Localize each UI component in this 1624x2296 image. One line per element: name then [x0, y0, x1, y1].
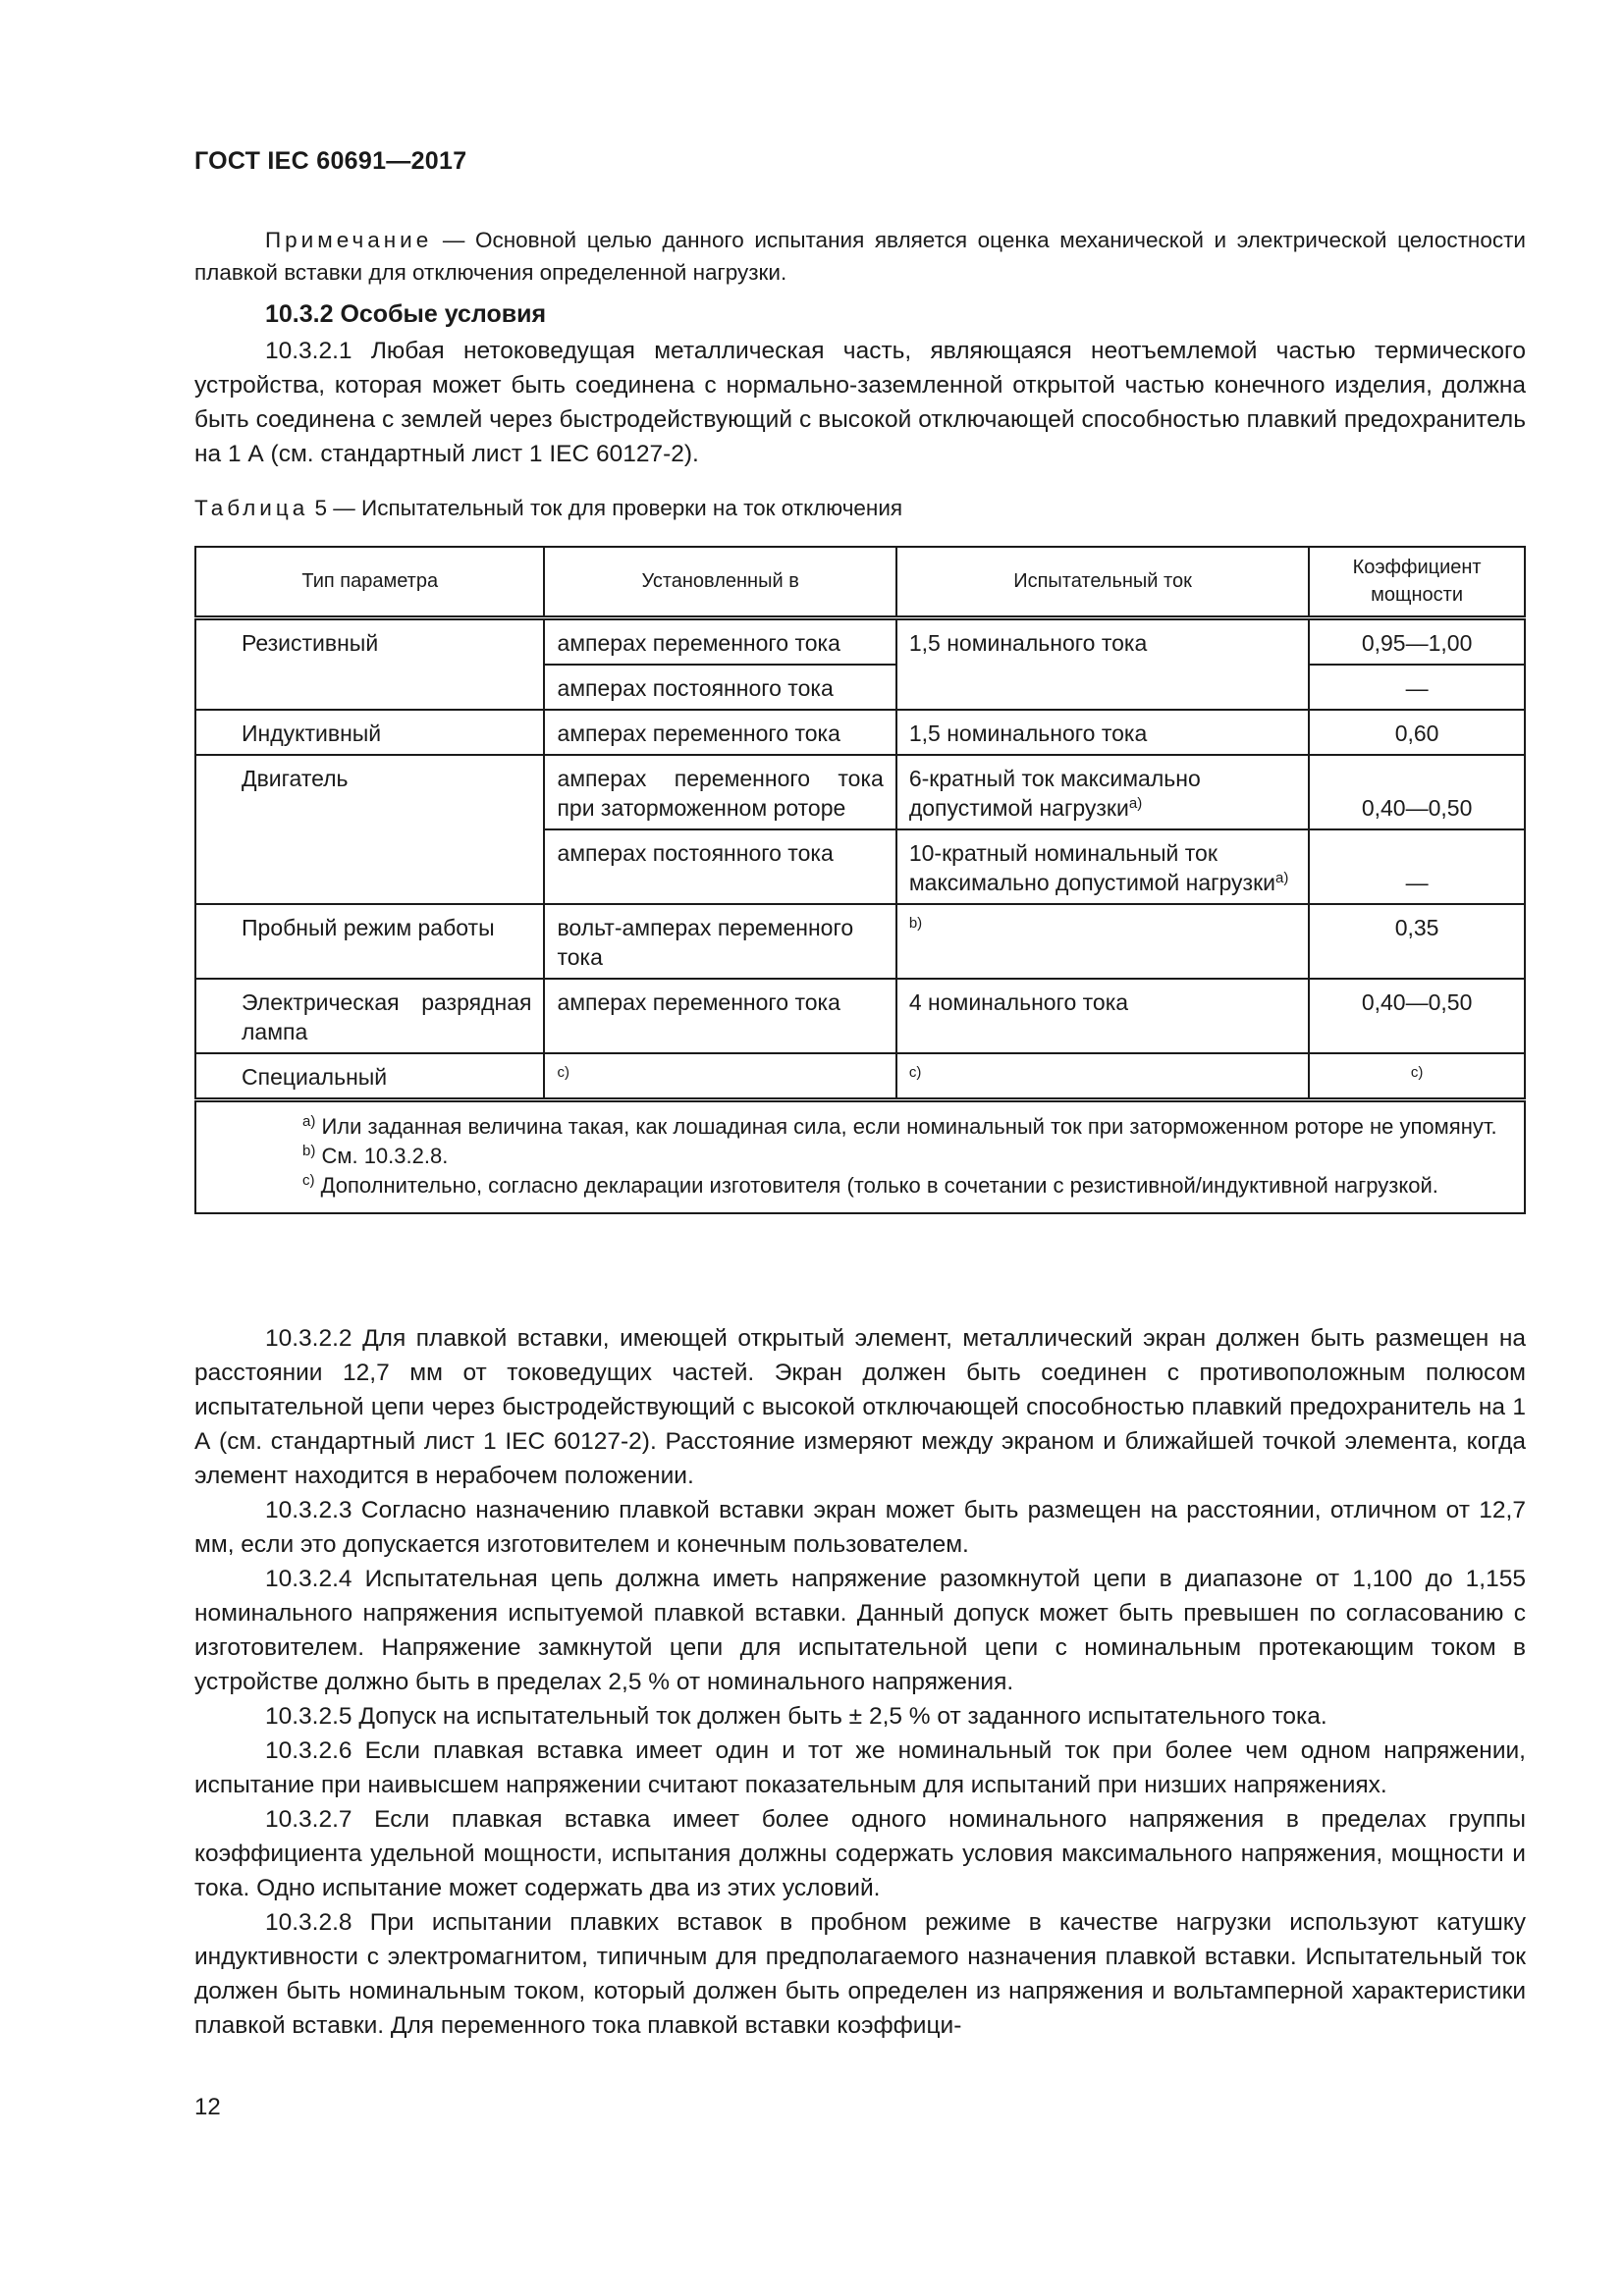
cell-unit — [544, 1053, 895, 1100]
table-row — [195, 979, 1525, 1053]
note-text: — Основной целью данного испытания является оценка механической и электрической целостности плавкой вставки для отключения определенной нагрузки. — [194, 228, 1526, 285]
cell-type-lamp: Электрическая разрядная лампа — [195, 979, 544, 1053]
paragraph-10-3-2-3: 10.3.2.3 Согласно назначению плавкой вставки экран может быть размещен на расстоянии, отличном от 12,7 мм, если это допускается изготовителем и конечным пользователем. — [194, 1497, 1526, 1558]
table-caption-text: 5 — Испытательный ток для проверки на ток отключения — [314, 496, 903, 520]
cell-type-pilot: Пробный режим работы — [195, 904, 544, 979]
cell-unit: амперах переменного тока — [544, 979, 895, 1053]
cell-current — [896, 1053, 1309, 1100]
footnote-mark-c: c) — [1410, 1063, 1424, 1081]
section-title: 10.3.2 Особые условия — [265, 300, 547, 328]
cell-power-factor: 0,95—1,00 — [1309, 617, 1525, 665]
header-param-type: Тип параметра — [195, 547, 544, 617]
table-row — [195, 710, 1525, 755]
footnote-a-text: Или заданная величина такая, как лошадиная сила, если номинальный ток при заторможенном роторе не упомянут. — [315, 1113, 1497, 1139]
cell-power-factor: — — [1309, 665, 1525, 710]
cell-power-factor: 0,40—0,50 — [1309, 755, 1525, 829]
cell-current: 1,5 номинального тока — [896, 617, 1309, 710]
table-row — [195, 1053, 1525, 1100]
cell-power-factor: — — [1309, 829, 1525, 904]
cell-power-factor: 0,35 — [1309, 904, 1525, 979]
table-row — [195, 904, 1525, 979]
cell-unit: амперах постоянного тока — [544, 665, 895, 710]
paragraph-10-3-2-1: 10.3.2.1 Любая нетоковедущая металлическая часть, являющаяся неотъемлемой частью термического устройства, которая может быть соединена с нормально-заземленной открытой частью конечного изделия, должна быть соединена с землей через быстродействующий с высокой отключающей способностью плавкий предохранитель на 1 А (см. стандартный лист 1 IEC 60127-2). — [194, 338, 1526, 467]
paragraph-10-3-2-5: 10.3.2.5 Допуск на испытательный ток должен быть ± 2,5 % от заданного испытательного тока. — [265, 1703, 1327, 1730]
cell-current — [896, 829, 1309, 904]
cell-type-inductive: Индуктивный — [195, 710, 544, 755]
footnote-b — [208, 1142, 1512, 1171]
footnote-mark-c: c) — [557, 1063, 569, 1081]
footnote-b-text: См. 10.3.2.8. — [315, 1143, 449, 1168]
note-paragraph — [194, 224, 1526, 289]
footnote-mark-c: c) — [908, 1063, 922, 1081]
paragraph-10-3-2-2: 10.3.2.2 Для плавкой вставки, имеющей открытый элемент, металлический экран должен быть размещен на расстоянии 12,7 мм от токоведущих частей. Экран должен быть соединен с противоположным полюсом испытательной цепи через быстродействующий с высокой отключающей способностью плавкий предохранитель на 1 А (см. стандартный лист 1 IEC 60127-2). Расстояние измеряют между экраном и ближайшей точкой элемента, когда элемент находится в нерабочем положении. — [194, 1325, 1526, 1489]
table-5 — [194, 546, 1526, 1214]
cell-current-text: 10-кратный номинальный ток максимально допустимой нагрузки — [908, 839, 1276, 895]
footnote-a-mark: a) — [302, 1112, 316, 1130]
cell-unit: вольт-амперах переменного тока — [544, 904, 895, 979]
table-caption — [194, 496, 902, 521]
paragraph-10-3-2-7: 10.3.2.7 Если плавкая вставка имеет более одного номинального напряжения в пределах группы коэффициента удельной мощности, испытания должны содержать условия максимального напряжения, мощности и тока. Одно испытание может содержать два из этих условий. — [194, 1806, 1526, 1901]
table-caption-label: Таблица — [194, 496, 309, 520]
paragraph-10-3-2-8: 10.3.2.8 При испытании плавких вставок в пробном режиме в качестве нагрузки используют катушку индуктивности с электромагнитом, типичным для предполагаемого назначения плавкой вставки. Испытательный ток должен быть номинальным током, который должен быть определен из напряжения и вольтамперной характеристики плавкой вставки. Для переменного тока плавкой вставки коэффици- — [194, 1909, 1526, 2039]
cell-current: 4 номинального тока — [896, 979, 1309, 1053]
footnote-a — [208, 1112, 1512, 1142]
cell-power-factor: 0,60 — [1309, 710, 1525, 755]
table-footnotes — [195, 1099, 1525, 1213]
page-number: 12 — [194, 2094, 221, 2120]
footnote-mark-a: a) — [1275, 869, 1289, 886]
cell-power-factor: 0,40—0,50 — [1309, 979, 1525, 1053]
table-footnotes-row — [195, 1099, 1525, 1213]
cell-current — [896, 755, 1309, 829]
table-header-row — [195, 547, 1525, 617]
header-test-current: Испытательный ток — [896, 547, 1309, 617]
header-set-in: Установленный в — [544, 547, 895, 617]
footnote-b-mark: b) — [302, 1142, 316, 1159]
footnote-mark-b: b) — [908, 914, 923, 932]
paragraph-10-3-2-6: 10.3.2.6 Если плавкая вставка имеет один и тот же номинальный ток при более чем одном напряжении, испытание при наивысшем напряжении считают показательным для испытаний при низших напряжениях. — [194, 1737, 1526, 1798]
footnote-mark-a: a) — [1128, 794, 1143, 812]
body-text — [194, 1321, 1526, 2043]
cell-power-factor — [1309, 1053, 1525, 1100]
table-row — [195, 617, 1525, 665]
cell-current: 1,5 номинального тока — [896, 710, 1309, 755]
header-power-factor: Коэффициент мощности — [1309, 547, 1525, 617]
cell-type-resistive: Резистивный — [195, 617, 544, 710]
note-label: Примечание — [265, 228, 433, 252]
cell-unit: амперах постоянного тока — [544, 829, 895, 904]
cell-current-text: 6-кратный ток максимально допустимой нагрузки — [908, 765, 1201, 821]
cell-unit: амперах переменного тока при заторможенном роторе — [544, 755, 895, 829]
paragraph-10-3-2-4: 10.3.2.4 Испытательная цепь должна иметь напряжение разомкнутой цепи в диапазоне от 1,100 до 1,155 номинального напряжения испытуемой плавкой вставки. Данный допуск может быть превышен по согласованию с изготовителем. Напряжение замкнутой цепи для испытательной цепи с номинальным протекающим током в устройстве должно быть в пределах 2,5 % от номинального напряжения. — [194, 1566, 1526, 1695]
footnote-c-mark: c) — [302, 1171, 315, 1189]
table-row — [195, 755, 1525, 829]
cell-type-motor: Двигатель — [195, 755, 544, 904]
cell-unit: амперах переменного тока — [544, 617, 895, 665]
cell-unit: амперах переменного тока — [544, 710, 895, 755]
standard-header: ГОСТ IEC 60691—2017 — [194, 147, 467, 175]
footnote-c-text: Дополнительно, согласно декларации изготовителя (только в сочетании с резистивной/индуктивной нагрузкой. — [314, 1172, 1438, 1198]
cell-current — [896, 904, 1309, 979]
cell-type-special: Специальный — [195, 1053, 544, 1100]
footnote-c — [208, 1171, 1512, 1201]
